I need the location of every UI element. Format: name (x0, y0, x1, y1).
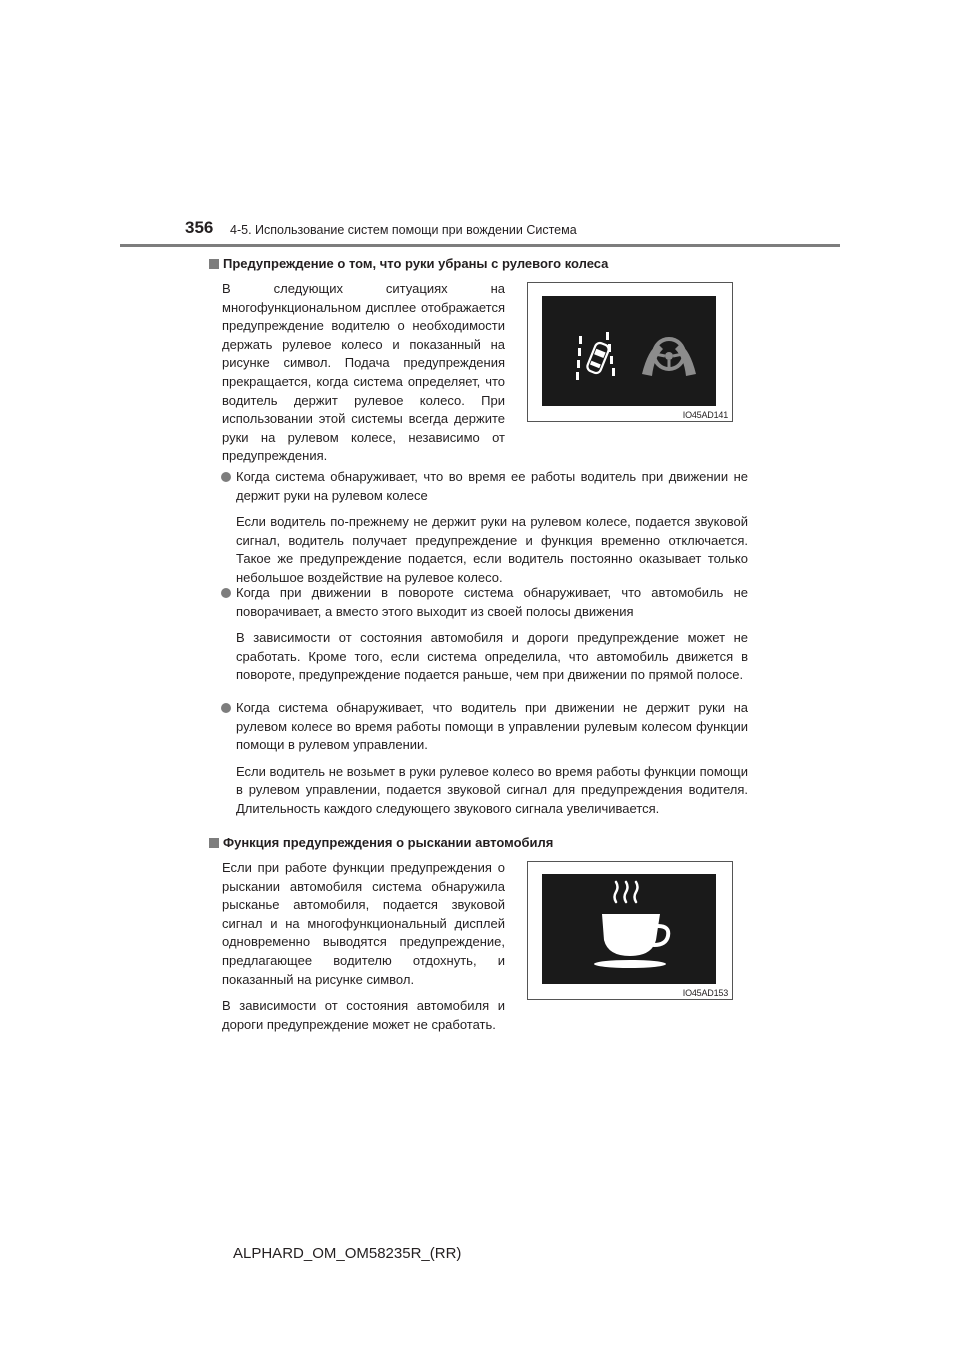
lane-departure-icon (542, 296, 716, 406)
figure-hands-off-warning (527, 282, 733, 422)
hands-on-wheel-icon (642, 339, 696, 376)
section-heading-sway-warning (209, 835, 553, 850)
page-number: 356 (185, 218, 214, 237)
display-screen (542, 296, 716, 406)
list-item (221, 468, 748, 588)
footer-doc-id: ALPHARD_OM_OM58235R_(RR) (233, 1245, 462, 1262)
square-bullet-icon (209, 259, 219, 269)
bullet-lead: Когда при движении в повороте система обнаруживает, что автомобиль не поворачивает, а вместо этого выходит из своей полосы движения (236, 585, 748, 619)
section1-paragraph: В следующих ситуациях на многофункциональном дисплее отображается предупреждение водителю о необходимости держать рулевое колесо и показанный на рисунке символ. Подача предупреждения прекращается, когда система определяет, что водитель держит рулевое колесо. При использовании этой системы всегда держите руки на рулевом колесе, независимо от предупреждения. (222, 281, 505, 464)
section-title: 4-5. Использование систем помощи при вождении Система (230, 223, 577, 237)
section2-text (222, 859, 505, 1042)
heading-text: Функция предупреждения о рыскании автомобиля (223, 835, 554, 850)
display-screen (542, 874, 716, 984)
coffee-cup-icon (542, 874, 716, 984)
bullet-lead: Когда система обнаруживает, что во время ее работы водитель при движении не держит руки на рулевом колесе (236, 469, 748, 503)
section-heading-hands-off (209, 256, 608, 271)
list-item (221, 584, 748, 685)
list-item (221, 699, 748, 819)
heading-text: Предупреждение о том, что руки убраны с рулевого колеса (223, 256, 609, 271)
circle-bullet-icon (221, 703, 231, 713)
bullet-lead: Когда система обнаруживает, что водитель при движении не держит руки на рулевом колесе во время работы помощи в управлении рулевым колесом функции помощи в рулевом управлении. (236, 700, 748, 753)
bullet-body: Если водитель по-прежнему не держит руки на рулевом колесе, подается звуковой сигнал, водитель получает предупреждение и функция временно отключается. Такое же предупреждение подается, если водитель постоянно оказывает только небольшое воздействие на рулевое колесо. (236, 514, 748, 585)
circle-bullet-icon (221, 472, 231, 482)
section2-paragraph-2: В зависимости от состояния автомобиля и дороги предупреждение может не сработать. (222, 998, 505, 1032)
bullet-body: В зависимости от состояния автомобиля и дороги предупреждение может не сработать. Кроме того, если система определила, что автомобиль движется в повороте, предупреждение подается раньше, чем при движении по прямой полосе. (236, 630, 748, 683)
figure-code: IO45AD153 (682, 988, 728, 998)
circle-bullet-icon (221, 588, 231, 598)
square-bullet-icon (209, 838, 219, 848)
header-rule (120, 244, 840, 247)
figure-coffee-break (527, 861, 733, 1000)
bullet-body: Если водитель не возьмет в руки рулевое колесо во время работы функции помощи в рулевом управлении, подается звуковой сигнал для предупреждения водителя. Длительность каждого следующего звукового сигнала увеличивается. (236, 763, 748, 816)
section2-paragraph-1: Если при работе функции предупреждения о рыскании автомобиля система обнаружила рысканье автомобиля, подается звуковой сигнал и на многофункциональный дисплей одновременно выводятся предупреждение, предлагающее водителю отдохнуть, и показанный на рисунке символ. (222, 860, 505, 987)
figure-code: IO45AD141 (682, 410, 728, 420)
section1-text (222, 280, 505, 474)
